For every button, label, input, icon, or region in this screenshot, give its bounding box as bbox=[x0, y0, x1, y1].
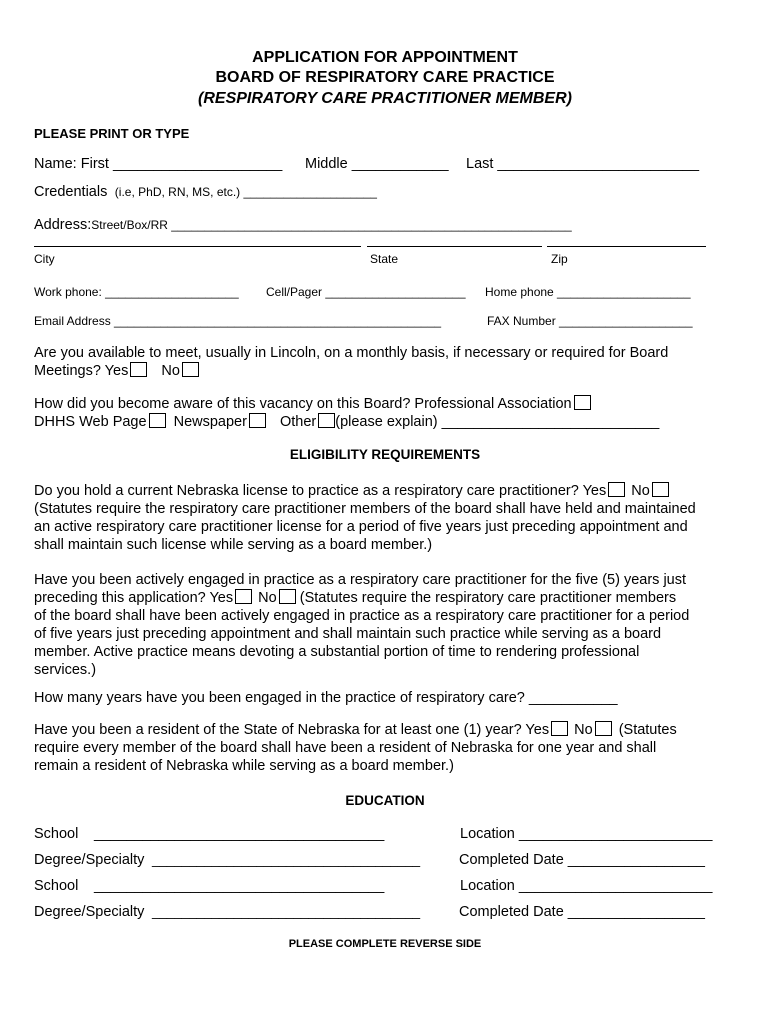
license-question-text: Do you hold a current Nebraska license to practice as a respiratory care practitioner? Yes bbox=[34, 483, 607, 499]
other-checkbox[interactable] bbox=[318, 413, 335, 428]
education-row-school-1-field[interactable]: ____________________________________ bbox=[94, 826, 385, 842]
print-instructions: PLEASE PRINT OR TYPE bbox=[34, 126, 190, 141]
education-row-degree-1-label: Degree/Specialty bbox=[34, 852, 145, 868]
zip-line[interactable] bbox=[547, 246, 706, 247]
meetings-no-checkbox[interactable] bbox=[182, 362, 199, 377]
newspaper-checkbox[interactable] bbox=[249, 413, 266, 428]
education-row-completed-1-field[interactable]: Completed Date _________________ bbox=[459, 852, 705, 868]
dhhs-web-page-label: DHHS Web Page bbox=[34, 414, 147, 430]
meetings-no-label: No bbox=[161, 363, 180, 379]
address-row[interactable] bbox=[34, 216, 572, 234]
license-no-label: No bbox=[631, 483, 650, 499]
newspaper-label: Newspaper bbox=[173, 414, 247, 430]
residency-question bbox=[34, 721, 734, 775]
years-practice-question[interactable] bbox=[34, 689, 734, 707]
other-label: Other bbox=[279, 414, 317, 430]
credentials-row[interactable] bbox=[34, 183, 377, 201]
meetings-yes-label: Meetings? Yes bbox=[34, 363, 129, 379]
state-line[interactable] bbox=[367, 246, 542, 247]
license-statute-line1: (Statutes require the respiratory care practitioner members of the board shall have held and maintained bbox=[34, 501, 696, 517]
residency-yes-checkbox[interactable] bbox=[551, 721, 568, 736]
availability-line1: Are you available to meet, usually in Lincoln, on a monthly basis, if necessary or required for Board bbox=[34, 345, 669, 361]
form-title-line3: (RESPIRATORY CARE PRACTITIONER MEMBER) bbox=[198, 90, 572, 107]
availability-question bbox=[34, 344, 734, 380]
education-row-degree-2-field[interactable]: ____________________________________ bbox=[152, 904, 421, 919]
city-label: City bbox=[34, 252, 55, 266]
residency-statute-line2: require every member of the board shall have been a resident of Nebraska for one year and shall bbox=[34, 740, 657, 756]
residency-statute-line3: remain a resident of Nebraska while serving as a board member.) bbox=[34, 758, 454, 774]
practice-no-label: No bbox=[258, 590, 277, 606]
fax-field[interactable]: FAX Number ____________________ bbox=[487, 314, 693, 328]
form-title-line1: APPLICATION FOR APPOINTMENT bbox=[252, 49, 518, 66]
vacancy-question bbox=[34, 395, 734, 431]
practice-question-line2: preceding this application? Yes bbox=[34, 590, 234, 606]
practice-statute-line2: of the board shall have been actively engaged in practice as a respiratory care practitioner for a period bbox=[34, 608, 690, 624]
eligibility-heading: ELIGIBILITY REQUIREMENTS bbox=[289, 447, 481, 462]
education-row-location-1-field[interactable]: Location ________________________ bbox=[460, 826, 713, 842]
name-first-field[interactable]: Name: First _____________________ bbox=[34, 156, 283, 172]
education-row-completed-2-field[interactable]: Completed Date _________________ bbox=[459, 904, 705, 920]
practice-statute-line3: of five years just preceding appointment and shall maintain such practice while serving as a board bbox=[34, 626, 662, 642]
practice-no-checkbox[interactable] bbox=[279, 589, 296, 604]
email-field[interactable]: Email Address _________________________________________________ bbox=[34, 314, 442, 328]
address-label: Address: bbox=[34, 217, 92, 233]
education-row-degree-2-label: Degree/Specialty bbox=[34, 904, 145, 920]
credentials-label: Credentials bbox=[34, 184, 108, 200]
dhhs-web-page-checkbox[interactable] bbox=[149, 413, 166, 428]
credentials-field[interactable]: (i.e, PhD, RN, MS, etc.) ____________________ bbox=[114, 185, 377, 199]
residency-statute-start: (Statutes bbox=[618, 722, 677, 738]
name-middle-field[interactable]: Middle ____________ bbox=[305, 156, 449, 172]
practice-question-line1: Have you been actively engaged in practice as a respiratory care practitioner for the five (5) years just bbox=[34, 572, 687, 588]
license-no-checkbox[interactable] bbox=[652, 482, 669, 497]
other-explain-field[interactable]: (please explain) ___________________________ bbox=[335, 414, 660, 430]
practice-question bbox=[34, 571, 734, 679]
practice-statute-line4: member. Active practice means devoting a substantial portion of time to rendering professional bbox=[34, 644, 640, 660]
city-line[interactable] bbox=[34, 246, 361, 247]
form-title-line2: BOARD OF RESPIRATORY CARE PRACTICE bbox=[215, 69, 555, 86]
license-statute-line3: shall maintain such license while serving as a board member.) bbox=[34, 537, 433, 553]
meetings-yes-checkbox[interactable] bbox=[130, 362, 147, 377]
cell-pager-field[interactable]: Cell/Pager _____________________ bbox=[266, 285, 466, 299]
residency-no-checkbox[interactable] bbox=[595, 721, 612, 736]
license-question bbox=[34, 482, 734, 554]
vacancy-line1: How did you become aware of this vacancy on this Board? Professional Association bbox=[34, 396, 572, 412]
state-label: State bbox=[370, 252, 399, 266]
education-heading: EDUCATION bbox=[345, 793, 425, 808]
practice-statute-line5: services.) bbox=[34, 662, 97, 678]
education-row-location-2-field[interactable]: Location ________________________ bbox=[460, 878, 713, 894]
education-row-school-2-field[interactable]: ____________________________________ bbox=[94, 878, 385, 894]
education-row-school-1-label: School bbox=[34, 826, 79, 842]
education-row-degree-1-field[interactable]: ____________________________________ bbox=[152, 852, 421, 867]
practice-statute-start: (Statutes require the respiratory care practitioner members bbox=[299, 590, 677, 606]
residency-no-label: No bbox=[574, 722, 593, 738]
license-statute-line2: an active respiratory care practitioner license for a period of five years just preceding appointment and bbox=[34, 519, 688, 535]
professional-association-checkbox[interactable] bbox=[574, 395, 591, 410]
work-phone-field[interactable]: Work phone: ____________________ bbox=[34, 285, 239, 299]
zip-label: Zip bbox=[551, 252, 568, 266]
street-field[interactable]: Street/Box/RR ____________________________________________________________ bbox=[91, 218, 572, 232]
practice-yes-checkbox[interactable] bbox=[235, 589, 252, 604]
residency-question-text: Have you been a resident of the State of Nebraska for at least one (1) year? Yes bbox=[34, 722, 550, 738]
license-yes-checkbox[interactable] bbox=[608, 482, 625, 497]
name-last-field[interactable]: Last _________________________ bbox=[466, 156, 700, 172]
home-phone-field[interactable]: Home phone ____________________ bbox=[485, 285, 691, 299]
reverse-side-notice: PLEASE COMPLETE REVERSE SIDE bbox=[288, 938, 482, 950]
education-row-school-2-label: School bbox=[34, 878, 79, 894]
years-practice-field[interactable]: How many years have you been engaged in the practice of respiratory care? ___________ bbox=[34, 690, 618, 706]
